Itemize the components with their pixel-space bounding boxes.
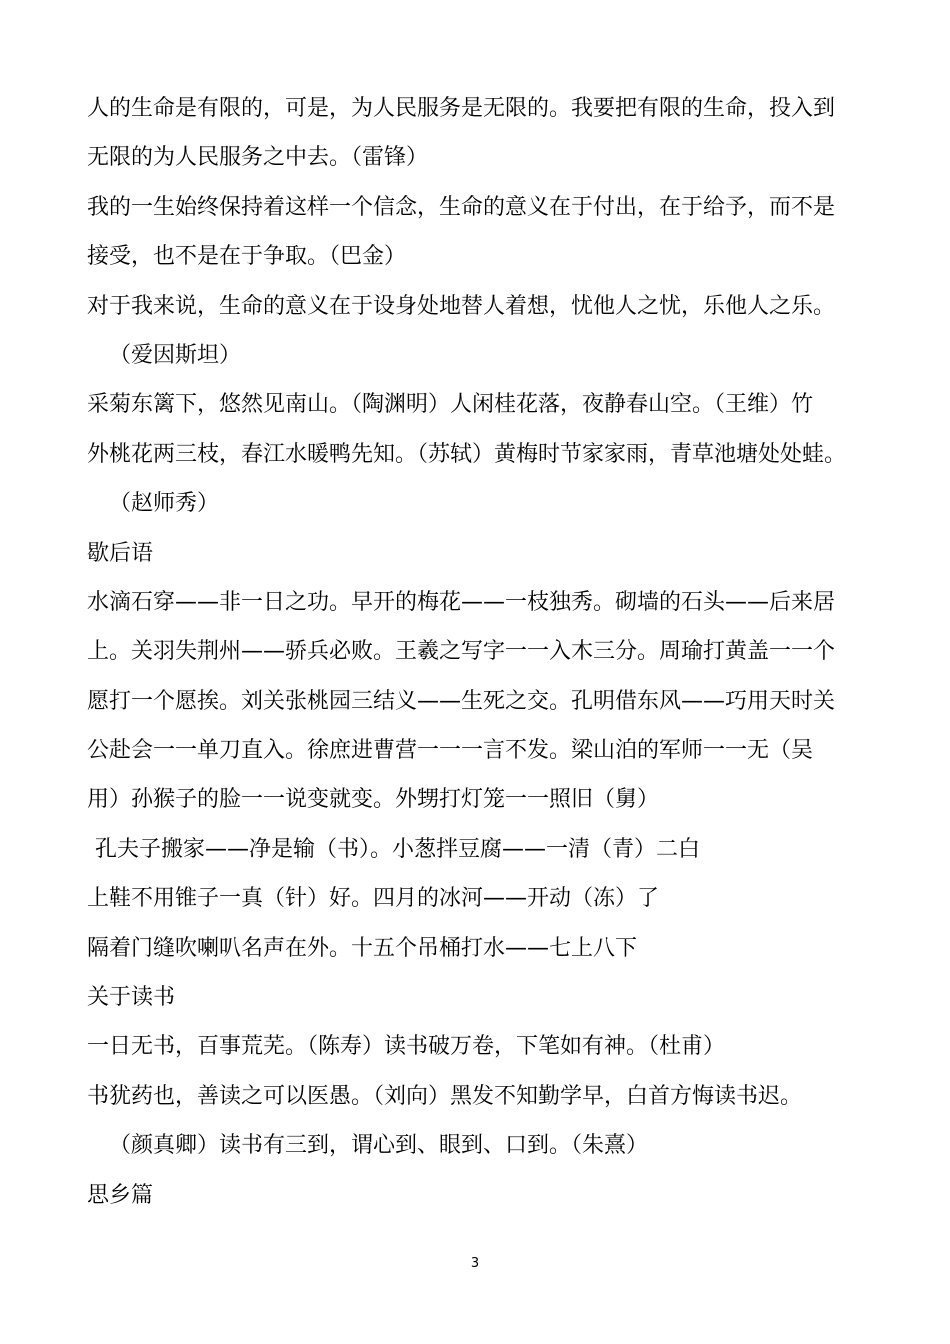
text-line: 孔夫子搬家——净是输（书）。小葱拌豆腐——一清（青）二白 bbox=[95, 836, 701, 862]
page-number: 3 bbox=[470, 1256, 480, 1271]
text-line: （颜真卿）读书有三到，谓心到、眼到、口到。（朱熹） bbox=[109, 1133, 649, 1159]
text-line: （赵师秀） bbox=[109, 491, 220, 517]
text-body bbox=[87, 84, 867, 1220]
text-line: （爱因斯坦） bbox=[109, 342, 242, 368]
text-line: 采菊东篱下，悠然见南山。（陶渊明）人闲桂花落，夜静春山空。（王维）竹 bbox=[87, 392, 814, 418]
text-line: 愿打一个愿挨。刘关张桃园三结义——生死之交。孔明借东风——巧用天时关 bbox=[87, 688, 836, 714]
section-heading: 歇后语 bbox=[87, 540, 154, 566]
text-line: 无限的为人民服务之中去。（雷锋） bbox=[87, 145, 429, 171]
text-line: 书犹药也，善读之可以医愚。（刘向）黑发不知勤学早，白首方悔读书迟。 bbox=[87, 1083, 803, 1109]
section-heading: 思乡篇 bbox=[87, 1182, 154, 1208]
text-line: 人的生命是有限的，可是，为人民服务是无限的。我要把有限的生命，投入到 bbox=[87, 96, 836, 121]
text-line: 用）孙猴子的脸一一说变就变。外甥打灯笼一一照旧（舅） bbox=[87, 787, 660, 813]
text-line: 一日无书，百事荒芜。（陈寿）读书破万卷，下笔如有神。（杜甫） bbox=[87, 1034, 726, 1060]
text-line: 上。关羽失荆州——骄兵必败。王羲之写字一一入木三分。周瑜打黄盖一一个 bbox=[87, 639, 836, 665]
text-line: 公赴会一一单刀直入。徐庶进曹营一一一言不发。梁山泊的军师一一无（吴 bbox=[87, 738, 814, 764]
text-line: 外桃花两三枝，春江水暖鸭先知。（苏轼）黄梅时节家家雨，青草池塘处处蛙。 bbox=[87, 441, 847, 467]
section-heading: 关于读书 bbox=[87, 985, 176, 1011]
text-line: 水滴石穿——非一日之功。早开的梅花——一枝独秀。砌墙的石头——后来居 bbox=[87, 589, 836, 615]
text-line: 上鞋不用锥子一真（针）好。四月的冰河——开动（冻）了 bbox=[87, 886, 660, 912]
text-line: 我的一生始终保持着这样一个信念，生命的意义在于付出，在于给予，而不是 bbox=[87, 194, 836, 220]
text-line: 隔着门缝吹喇叭名声在外。十五个吊桶打水——七上八下 bbox=[87, 935, 638, 961]
text-line: 接受，也不是在于争取。（巴金） bbox=[87, 244, 407, 270]
text-line: 对于我来说，生命的意义在于设身处地替人着想，忧他人之忧，乐他人之乐。 bbox=[87, 293, 836, 319]
